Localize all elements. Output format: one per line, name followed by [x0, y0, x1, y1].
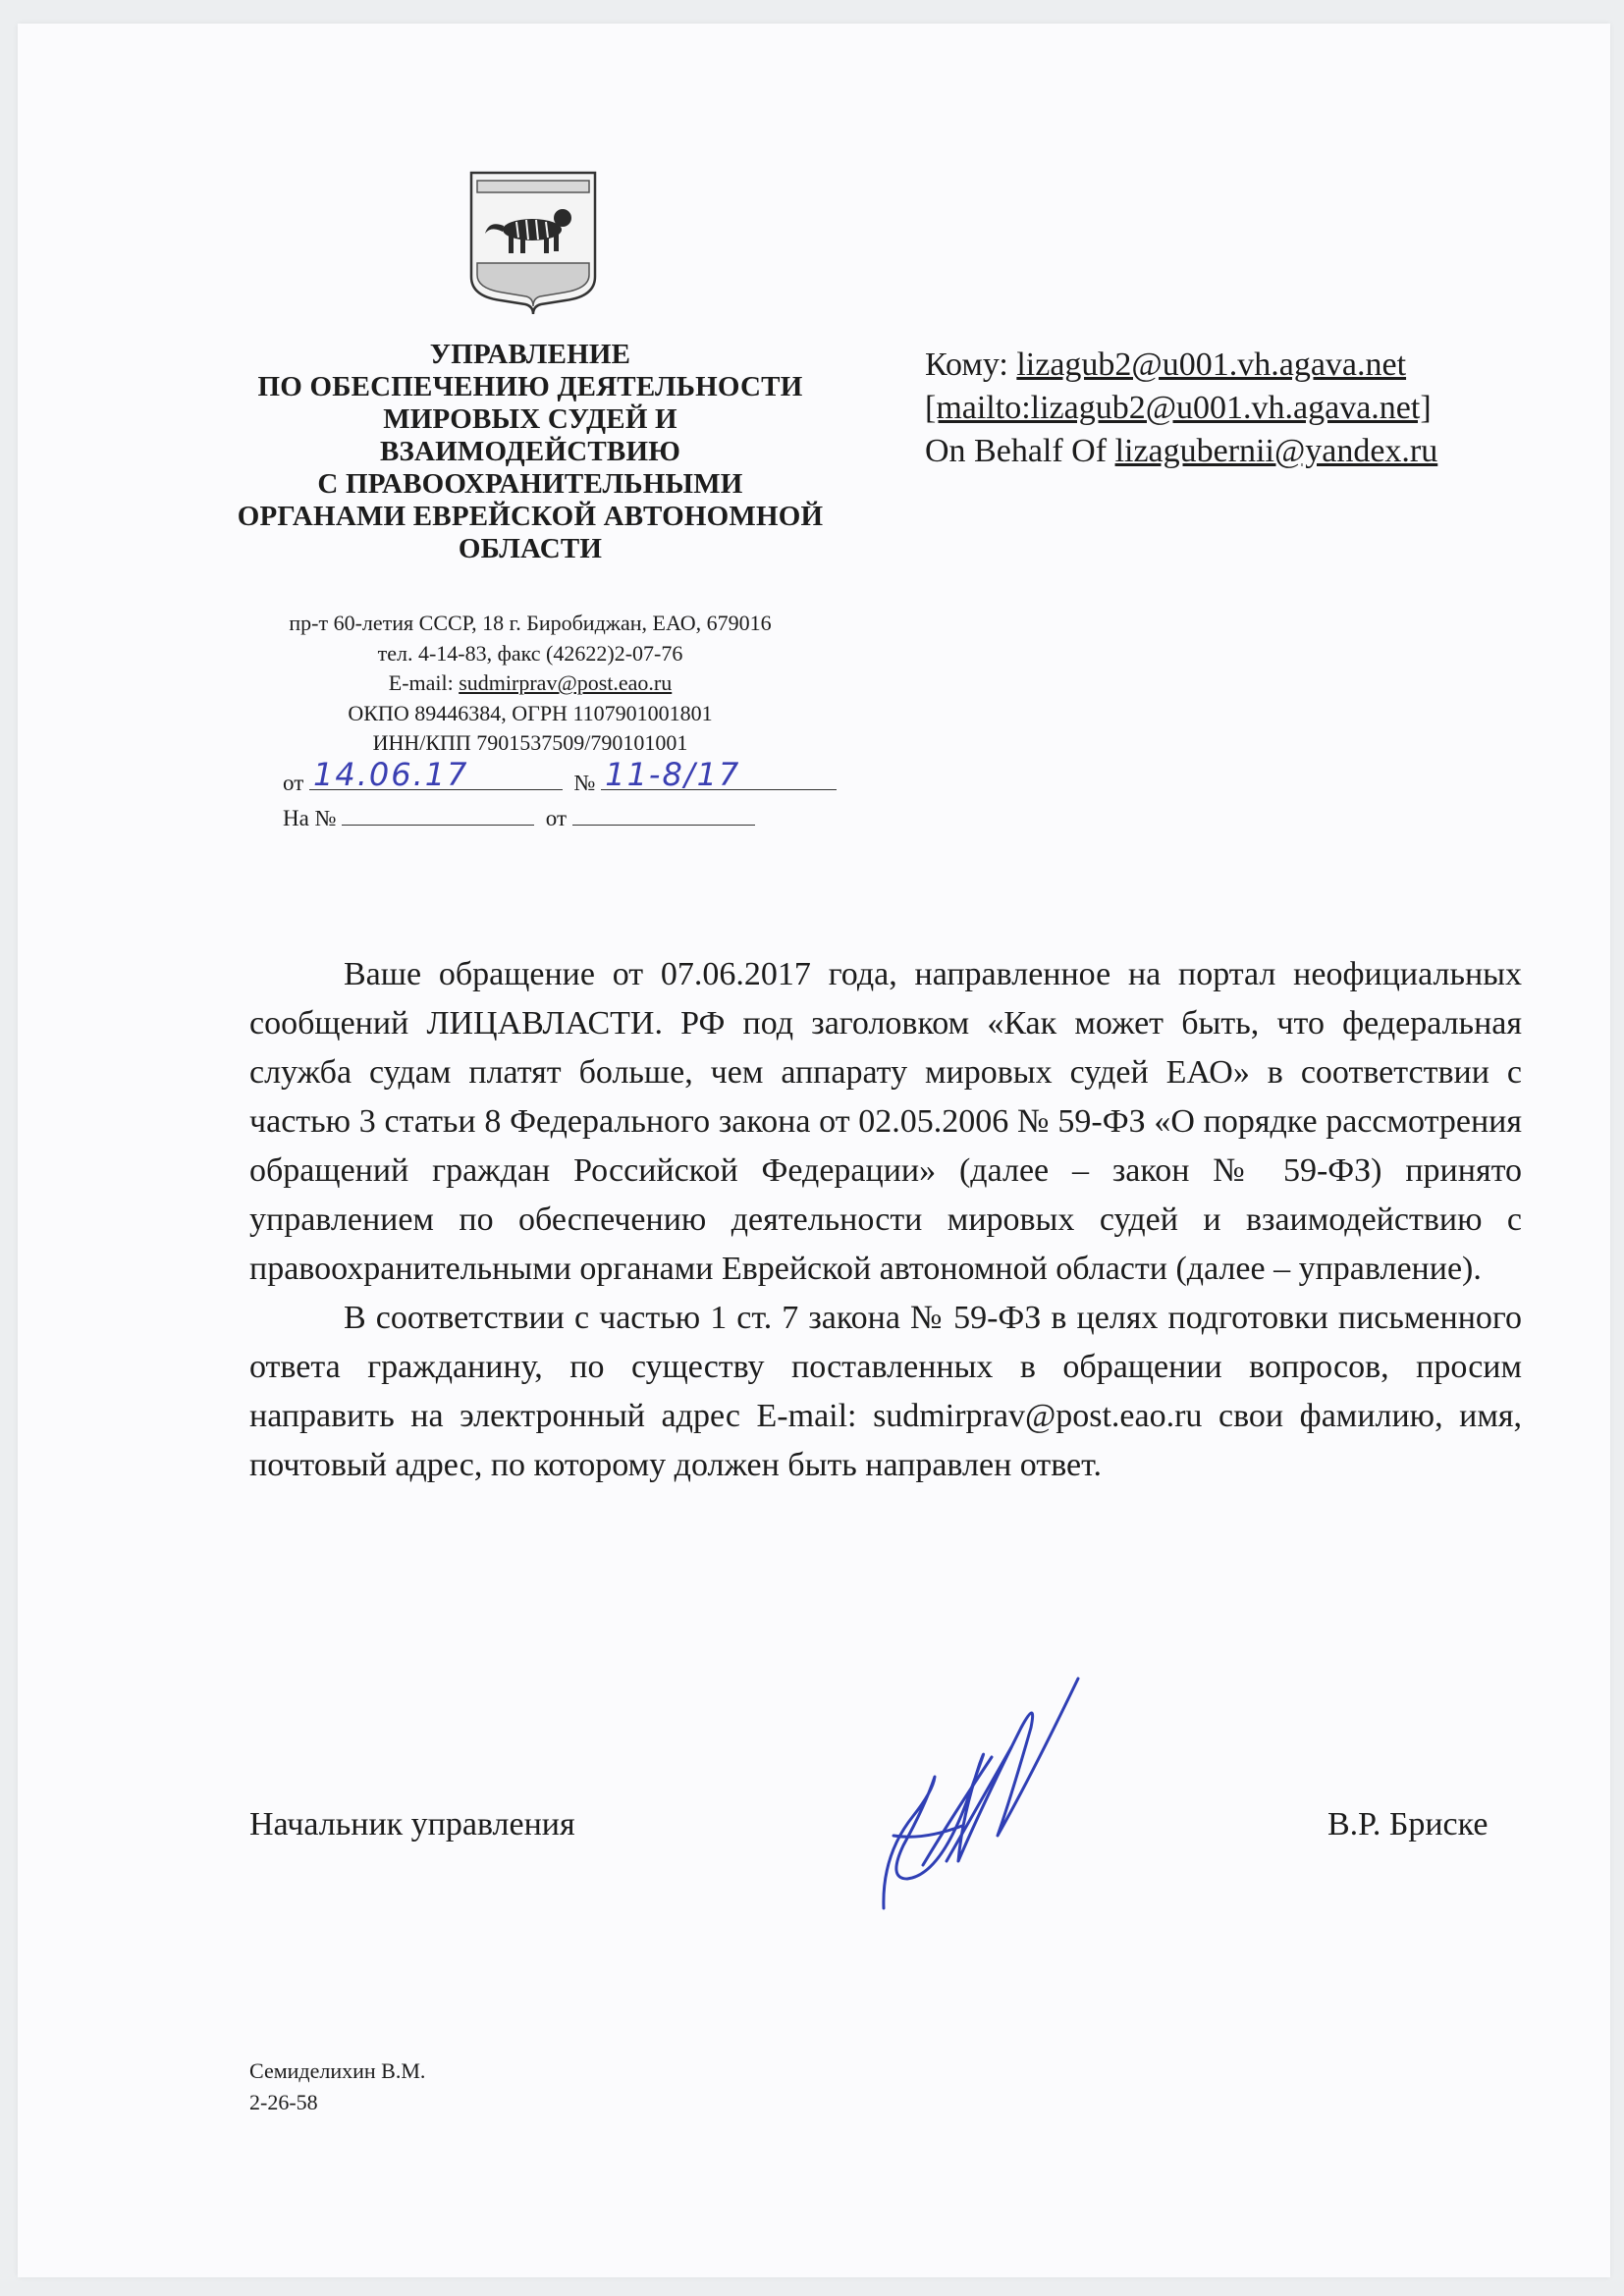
number-label: №	[573, 771, 596, 795]
org-okpo: ОКПО 89446384, ОГРН 1107901001801	[348, 700, 713, 725]
executor-name: Семиделихин В.М.	[249, 2058, 426, 2083]
reply-number-field	[342, 799, 534, 826]
org-title-line: ОБЛАСТИ	[458, 533, 603, 564]
handwritten-date: 14.06.17	[313, 756, 469, 793]
handwritten-number: 11-8/17	[605, 756, 741, 793]
organization-contacts	[206, 609, 854, 759]
reply-number-label: На №	[283, 806, 337, 830]
number-field	[601, 756, 837, 793]
org-title-line: ОРГАНАМИ ЕВРЕЙСКОЙ АВТОНОМНОЙ	[237, 501, 824, 532]
org-title-line: ПО ОБЕСПЕЧЕНИЮ ДЕЯТЕЛЬНОСТИ	[257, 371, 803, 402]
org-title-line: С ПРАВООХРАНИТЕЛЬНЫМИ	[317, 468, 743, 500]
body-paragraph: Ваше обращение от 07.06.2017 года, направленное на портал неофициальных сообщений ЛИЦАВЛАСТИ. РФ под заголовком «Как может быть, что федеральная служба судам платят больше, чем аппарату мировых судей ЕАО» в соответствии с частью 3 статьи 8 Федерального закона от 02.05.2006 № 59-ФЗ «О порядке рассмотрения обращений граждан Российской Федерации» (далее – закон № 59-ФЗ) принято управлением по обеспечению деятельности мировых судей и взаимодействию с правоохранительными органами Еврейской автономной области (далее – управление).	[249, 956, 1522, 1287]
letter-body	[249, 950, 1522, 1490]
handwritten-signature	[864, 1669, 1090, 1914]
email-label: E-mail:	[388, 670, 460, 695]
signer-position: Начальник управления	[249, 1806, 575, 1842]
outgoing-registration	[283, 756, 837, 796]
reply-from-label: от	[545, 806, 568, 830]
executor-phone: 2-26-58	[249, 2090, 318, 2114]
signer-name: В.Р. Бриске	[1327, 1806, 1489, 1842]
coat-of-arms-emblem	[467, 169, 599, 316]
from-date-field	[309, 756, 563, 793]
incoming-registration	[283, 799, 755, 831]
org-address: пр-т 60-летия СССР, 18 г. Биробиджан, ЕАО, 679016	[289, 611, 772, 635]
to-label: Кому:	[925, 347, 1017, 383]
org-email-link[interactable]: sudmirprav@post.eao.ru	[459, 670, 673, 695]
org-title-line: УПРАВЛЕНИЕ	[429, 339, 631, 370]
recipient-to-line	[925, 344, 1593, 387]
behalf-label: On Behalf Of	[925, 433, 1115, 469]
org-inn: ИНН/КПП 7901537509/790101001	[372, 730, 688, 755]
org-email-line	[206, 668, 854, 699]
org-title-line: МИРОВЫХ СУДЕЙ И	[383, 403, 677, 435]
recipient-block	[925, 344, 1593, 473]
behalf-email-link[interactable]: lizagubernii@yandex.ru	[1114, 433, 1438, 469]
executor-info	[249, 2056, 425, 2118]
reply-date-field	[572, 799, 755, 826]
organization-title	[206, 339, 854, 565]
org-phone: тел. 4-14-83, факс (42622)2-07-76	[377, 640, 683, 666]
org-title-line: ВЗАИМОДЕЙСТВИЮ	[379, 436, 681, 467]
recipient-mailto-link[interactable]: [mailto:lizagub2@u001.vh.agava.net]	[925, 390, 1432, 426]
from-label: от	[283, 771, 304, 795]
recipient-behalf-line	[925, 430, 1593, 473]
body-paragraph: В соответствии с частью 1 ст. 7 закона № 59-ФЗ в целях подготовки письменного ответа гражданину, по существу поставленных в обращении вопросов, просим направить на электронный адрес E-mail: sudmirprav@post.eao.ru свои фамилию, имя, почтовый адрес, по которому должен быть направлен ответ.	[249, 1300, 1522, 1483]
recipient-email-link[interactable]: lizagub2@u001.vh.agava.net	[1016, 347, 1407, 383]
